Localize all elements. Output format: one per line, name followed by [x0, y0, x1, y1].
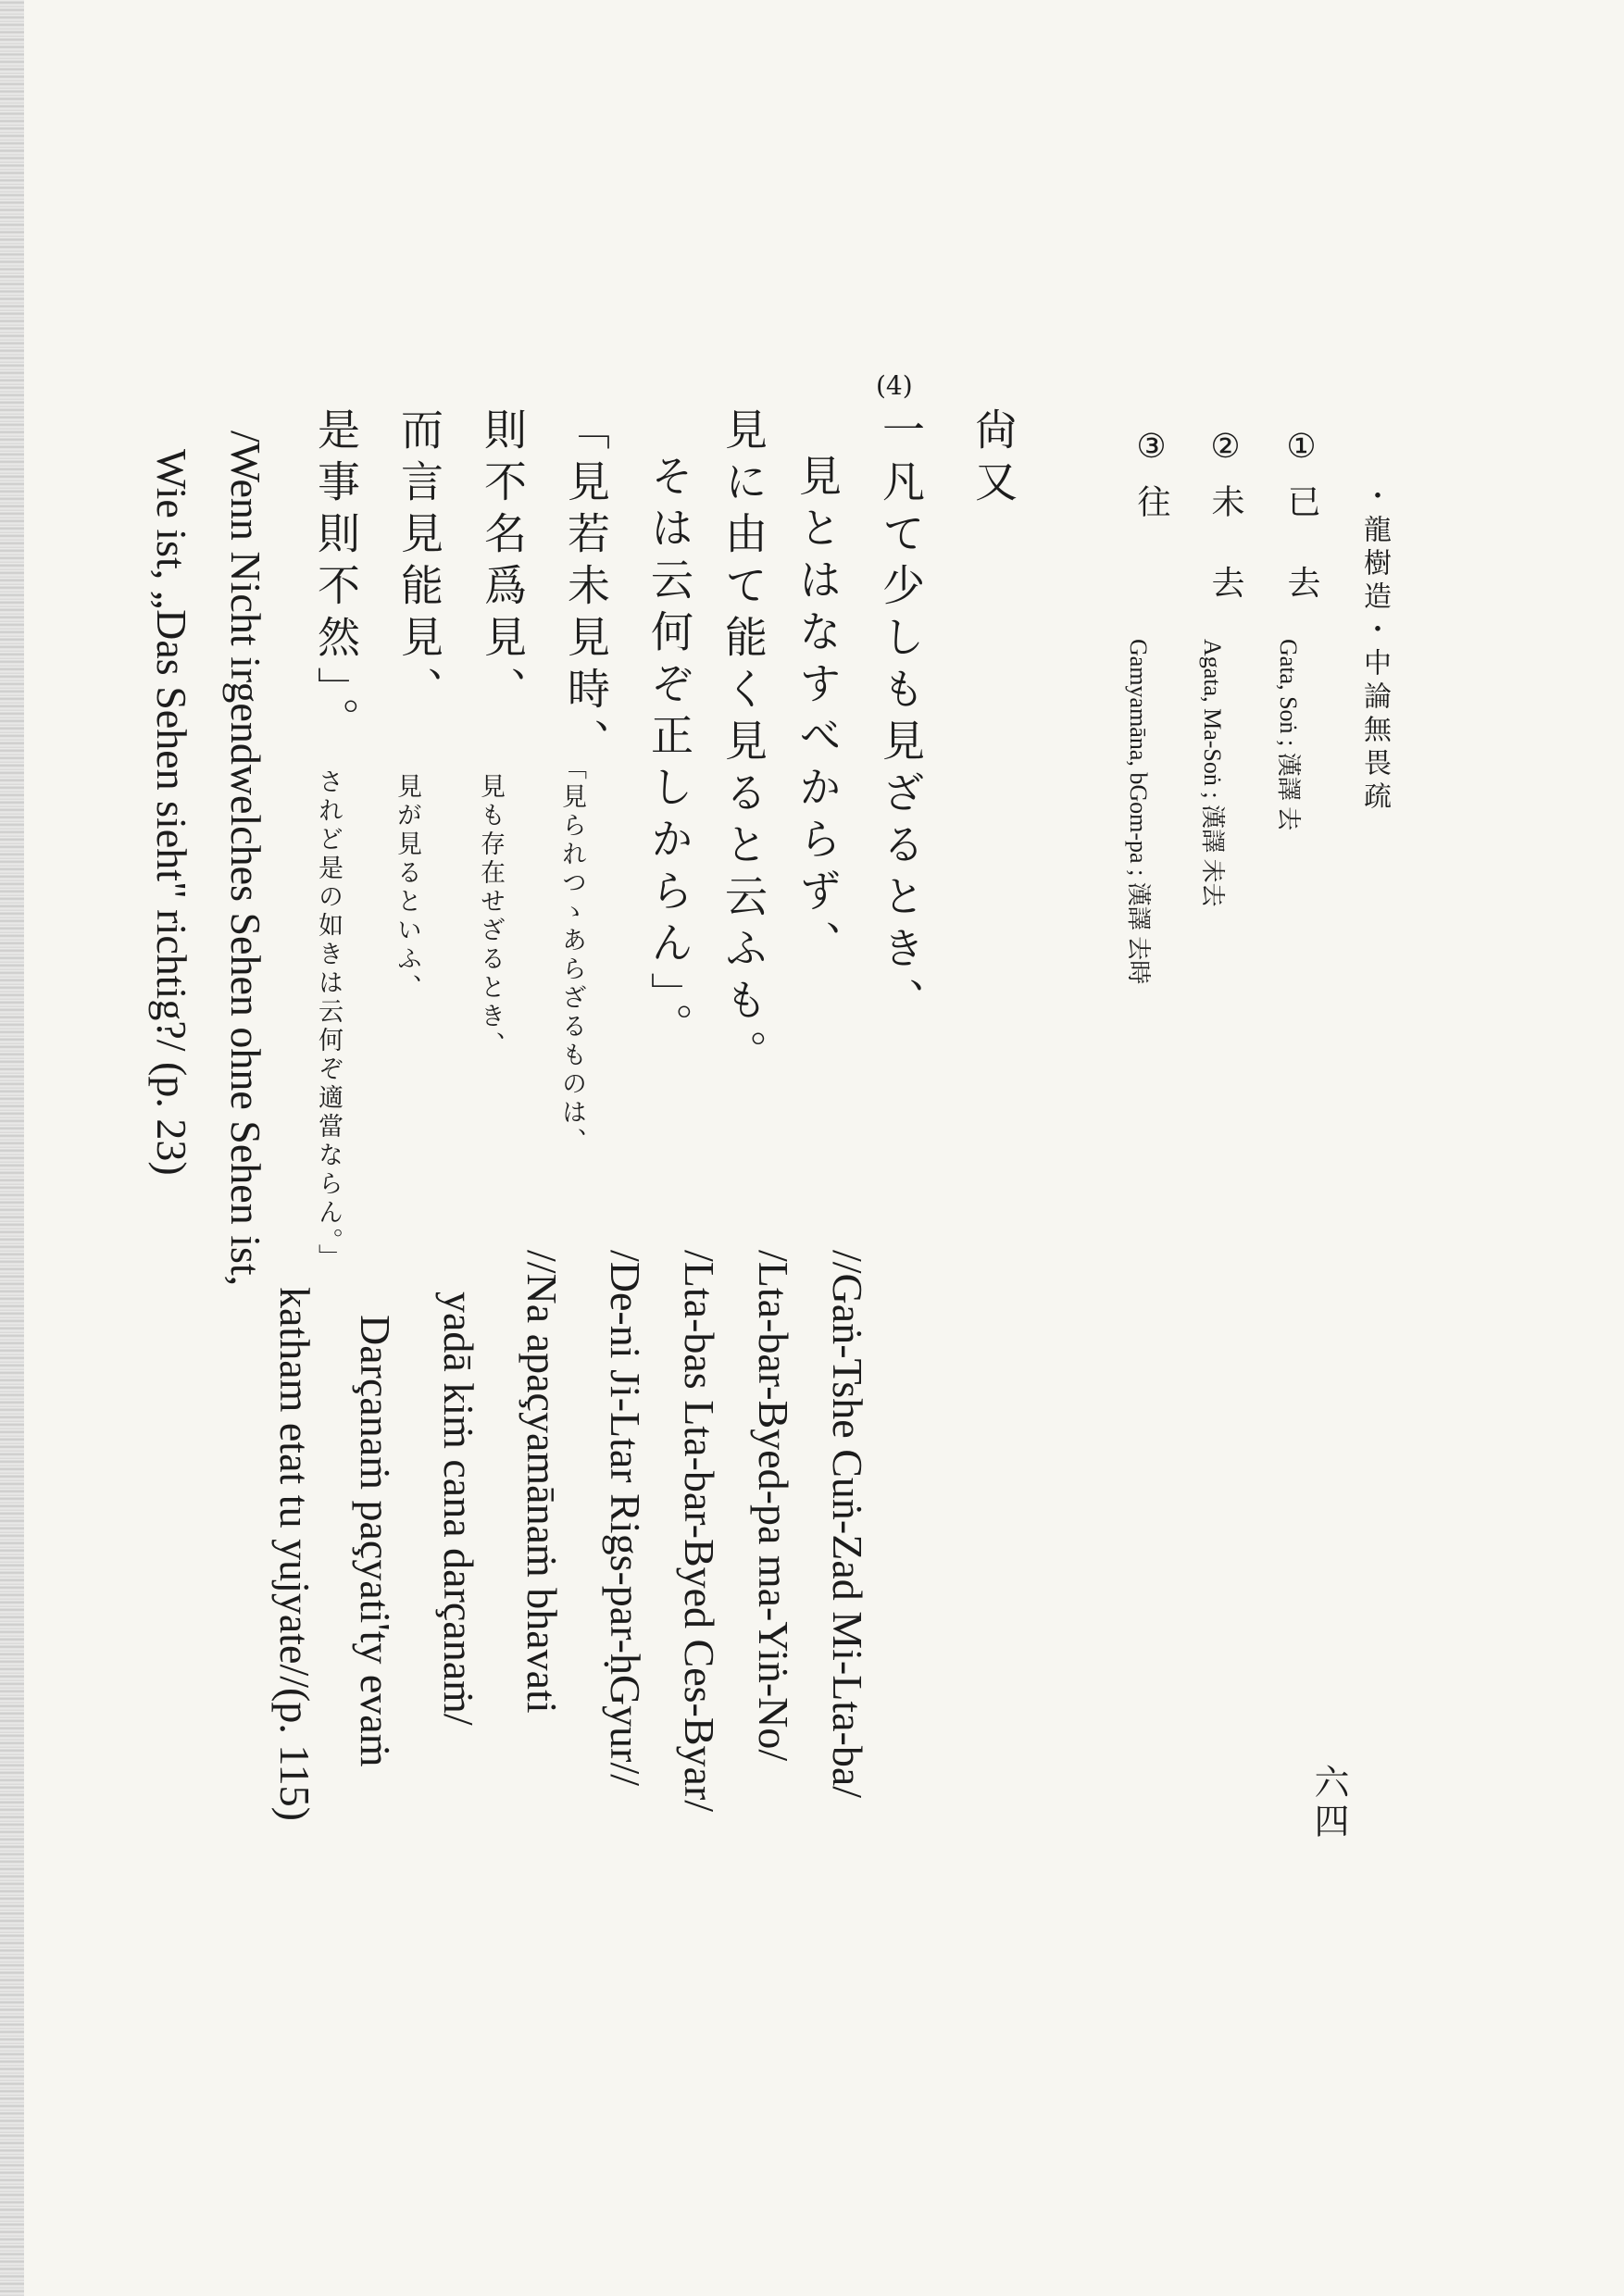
- footnote-2-term: 未 去: [1206, 484, 1244, 618]
- tibetan-line-2: /Lta-bar-Byed-pa ma-Yiṅ-No/: [750, 1250, 797, 1762]
- chinese-line-1: 「見若未見時、: [561, 407, 611, 770]
- japanese-line-2: 見とはなすべからず、: [793, 454, 843, 972]
- tibetan-line-3: /Lta-bas Lta-bar-Byed Ces-Byar/: [676, 1250, 723, 1813]
- running-header: ・龍樹造・中論無畏疏: [1358, 481, 1391, 815]
- gloss-line-2: 見も存在せざるとき、: [476, 773, 505, 1060]
- sanskrit-line-4: katham etat tu yujyate//(p. 115): [271, 1287, 319, 1821]
- tibetan-line-1: //Gaṅ-Tshe Cuṅ-Zad Mi-Lta-ba/: [824, 1250, 871, 1799]
- footnote-1-marker: ①: [1282, 428, 1320, 484]
- footnote-3-kanji: [1128, 428, 1175, 536]
- japanese-line-1: 一凡て少しも見ざるとき、: [876, 407, 926, 1029]
- footnote-1-latin: Gata, Soṅ ; 漢譯 去: [1275, 639, 1302, 831]
- footnote-3-marker: ③: [1132, 428, 1170, 484]
- japanese-line-3: 見に由て能く見ると云ふも。: [718, 407, 768, 1081]
- footnote-2-kanji: [1202, 428, 1249, 617]
- scan-edge-shadow: [0, 0, 24, 2296]
- german-line-1: /Wenn Nicht irgendwelches Sehen ohne Sehen ist,: [222, 430, 269, 1287]
- tibetan-line-4: /De-ni Ji-Ltar Rigs-par-ḥGyur//: [602, 1250, 649, 1787]
- chinese-line-3: 而言見能見、: [394, 407, 444, 718]
- sanskrit-line-3: Darçanaṁ paçyati'ty evaṁ: [352, 1315, 399, 1767]
- gloss-line-1: 「見られつゝあらざるものは、: [557, 755, 586, 1156]
- sanskrit-line-2: yadā kiṁ cana darçanaṁ/: [435, 1292, 482, 1726]
- footnote-2-marker: ②: [1206, 428, 1244, 484]
- chinese-line-4: 是事則不然」。: [311, 407, 361, 749]
- footnote-1-kanji: [1278, 428, 1325, 617]
- footnote-3-latin: Gamyamāna, bGom-pa ; 漢譯 去時: [1125, 639, 1152, 985]
- footnote-1-term: 已 去: [1282, 484, 1320, 618]
- gloss-line-3: 見が見るといふ、: [393, 773, 421, 1003]
- german-line-2: Wie ist, „Das Sehen sieht" richtig?/ (p. 23): [148, 449, 195, 1176]
- sanskrit-line-1: //Na apaçyamānaṁ bhavati: [518, 1250, 566, 1714]
- intro-text: 尙又: [968, 407, 1018, 511]
- footnote-3-term: 往: [1132, 484, 1170, 536]
- page-number: 六四: [1308, 1764, 1349, 1841]
- gloss-line-4: されど是の如きは云何ぞ適當ならん。」: [314, 768, 343, 1273]
- verse-number: (4): [876, 370, 913, 401]
- footnote-2-latin: Agata, Ma-Soṅ ; 漢譯 未去: [1199, 639, 1226, 907]
- chinese-line-2: 則不名爲見、: [478, 407, 528, 718]
- japanese-line-4: そは云何ぞ正しからん」。: [644, 454, 694, 1054]
